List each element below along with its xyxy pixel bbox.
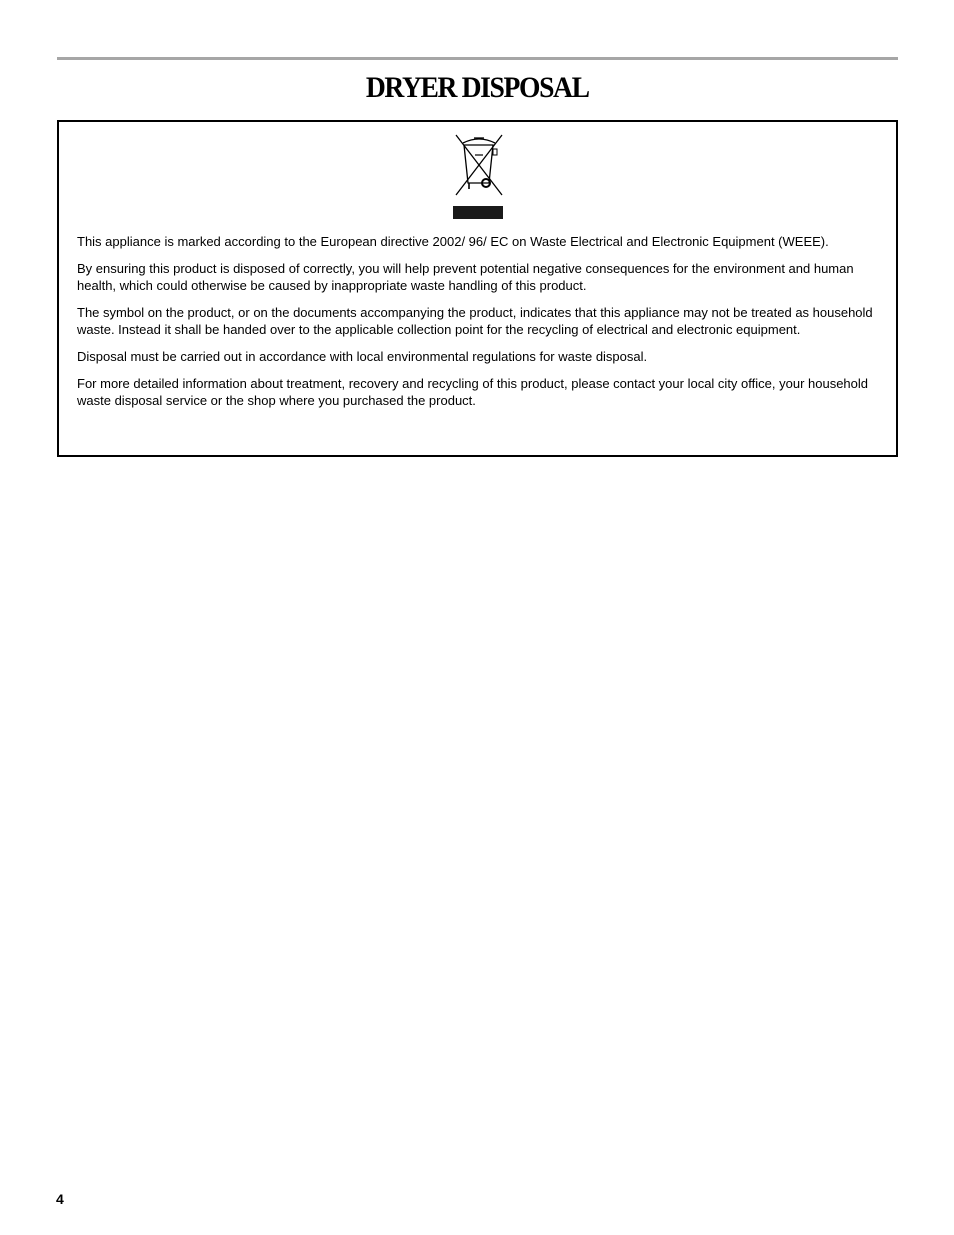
disposal-notice-box: [57, 120, 898, 457]
page-number: 4: [56, 1191, 64, 1207]
paragraph-correct-disposal: By ensuring this product is disposed of correctly, you will help prevent potential negative consequences for the environment and human health, which could otherwise be caused by inappropriate waste handling of this product.: [77, 261, 854, 293]
paragraph-local-regulations: Disposal must be carried out in accordance with local environmental regulations for waste disposal.: [77, 349, 648, 365]
page-title: DRYER DISPOSAL: [365, 71, 589, 104]
paragraph-symbol-meaning: The symbol on the product, or on the documents accompanying the product, indicates that this appliance may not be treated as household waste. Instead it shall be handed over to the applicable collection point for the recycling of electrical and electronic equipment.: [77, 305, 873, 337]
paragraph-weee-directive: This appliance is marked according to the European directive 2002/ 96/ EC on Waste Electrical and Electronic Equipment (WEEE).: [77, 234, 829, 249]
crossed-out-wheelie-bin-icon: [453, 133, 505, 197]
weee-underline-bar: [453, 206, 503, 219]
paragraph-more-information: For more detailed information about treatment, recovery and recycling of this product, please contact your local city office, your household waste disposal service or the shop where you purchased the product.: [77, 376, 869, 408]
top-rule: [57, 57, 898, 60]
disposal-text: [77, 234, 877, 420]
